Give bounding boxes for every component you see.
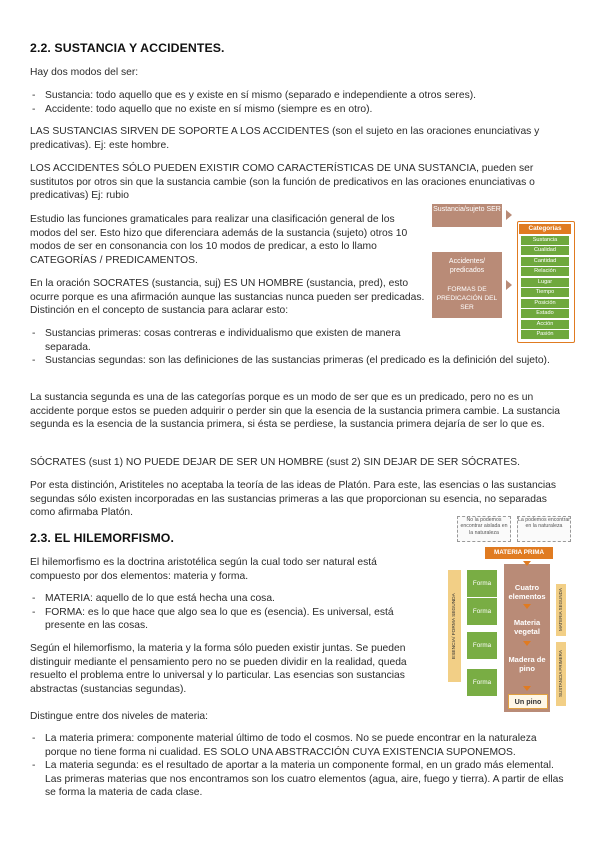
list-item: - MATERIA: aquello de lo que está hecha una cosa. bbox=[30, 592, 430, 606]
list-item: - Sustancias segundas: son las definiciones de las sustancias primeras (el predicado es la definición del sujeto). bbox=[30, 354, 570, 368]
substances-list bbox=[30, 327, 570, 368]
category-item: Tiempo bbox=[521, 288, 569, 297]
paragraph: Estudio las funciones gramaticales para realizar una clasificación general de los modos del ser. Esto hizo que diferenciara además de la sustancia (sujeto) otros 10 modos de ser en consonancia con los 10 modos de predicar, a esto lo llamo CATEGORÍAS / PREDICAMENTOS. bbox=[30, 214, 408, 266]
paragraph: El hilemorfismo es la doctrina aristotélica según la cual todo ser natural está compuesto por dos elementos: materia y forma. bbox=[30, 557, 377, 582]
paragraph: SÓCRATES (sust 1) NO PUEDE DEJAR DE SER UN HOMBRE (sust 2) SIN DEJAR DE SER SÓCRATES. bbox=[30, 457, 520, 468]
materia-prima-label: MATERIA PRIMA bbox=[485, 547, 553, 559]
arrow-down-icon bbox=[523, 641, 531, 646]
category-item: Cualidad bbox=[521, 246, 569, 255]
step-label: Cuatro elementos bbox=[508, 583, 546, 601]
category-item: Lugar bbox=[521, 278, 569, 287]
paragraph: Distingue entre dos niveles de materia: bbox=[30, 711, 209, 722]
category-item: Posición bbox=[521, 299, 569, 308]
arrow-down-icon bbox=[523, 561, 531, 566]
category-item: Estado bbox=[521, 309, 569, 318]
right-bottom-label: SUSTANCIA PRIMERA bbox=[558, 650, 563, 698]
step-label: Madera de pino bbox=[508, 655, 546, 673]
categories-title: Categorías bbox=[519, 224, 571, 234]
left-side-label: ESENCIA/ FORMA SEGUNDA bbox=[452, 593, 457, 659]
paragraph: LAS SUSTANCIAS SIRVEN DE SOPORTE A LOS ACCIDENTES (son el sujeto en las oraciones enunciativas y predicativas). Ej: este hombre. bbox=[30, 126, 540, 151]
arrow-down-icon bbox=[523, 686, 531, 691]
section-heading-sustancia: 2.2. SUSTANCIA Y ACCIDENTES. bbox=[30, 41, 225, 55]
step-label: Materia vegetal bbox=[513, 618, 541, 636]
list-item: - FORMA: es lo que hace que algo sea lo que es (esencia). Es universal, está presente en las cosas. bbox=[30, 606, 430, 633]
paragraph: LOS ACCIDENTES SÓLO PUEDEN EXISTIR COMO CARACTERÍSTICAS DE UNA SUSTANCIA, pueden ser sustitutos por otros sin que la sustancia cambie (son la función de predicativos en las oraciones enunciativas o predicativas) Ej: rubio bbox=[30, 163, 535, 202]
category-item: Relación bbox=[521, 267, 569, 276]
list-item: - Sustancias primeras: cosas contreras e individualismo que existen de manera separada. bbox=[30, 327, 410, 354]
paragraph: La sustancia segunda es una de las categorías porque es un modo de ser que es un predicado, pero no es un accidente porque estos se pueden adquirir o perder sin que la esencia de la sustancia primera cambie. La sustancia segunda es la esencia de la sustancia primera, si ésta se perdiese, la sustancia primera dejaría de ser lo que es. bbox=[30, 392, 561, 431]
list-item: - La materia segunda: es el resultado de aportar a la materia un componente formal, en un grado más elemental. Las primeras materias que nos encontramos son los cuatro elementos (agua, aire, fuego y tierra). A partir de ellas se forma la materia de cada clase. bbox=[30, 759, 570, 800]
arrow-down-icon bbox=[523, 604, 531, 609]
final-step-box: Un pino bbox=[508, 694, 548, 709]
matter-levels-list bbox=[30, 732, 570, 800]
forma-label: Forma bbox=[467, 669, 497, 696]
substance-box: Sustancia/sujeto SER bbox=[432, 204, 502, 227]
arrow-right-icon bbox=[506, 280, 512, 290]
accidents-box: Accidentes/ predicados FORMAS DE PREDICACIÓN DEL SER bbox=[432, 252, 502, 318]
list-item: - Sustancia: todo aquello que es y existe en sí mismo (separado e independiente a otros seres). bbox=[30, 89, 570, 103]
forma-label: Forma bbox=[467, 570, 497, 597]
forma-label: Forma bbox=[467, 598, 497, 625]
category-item: Sustancia bbox=[521, 236, 569, 245]
list-item: - La materia primera: componente material último de todo el cosmos. No se puede encontrar en la naturaleza porque no tiene forma ni cualidad. ES SOLO UNA ABSTRACCIÓN CUYA EXISTENCIA SUPONEMOS. bbox=[30, 732, 570, 759]
paragraph: Según el hilemorfismo, la materia y la forma sólo pueden existir juntas. Se pueden distinguir mediante el pensamiento pero no se pueden dividir en la realidad, queda resuelto el problema entre lo universal y lo particular. Las esencias son sustancias abstractas (sustancias segundas). bbox=[30, 643, 407, 695]
category-item: Cantidad bbox=[521, 257, 569, 266]
category-item: Acción bbox=[521, 320, 569, 329]
paragraph: En la oración SOCRATES (sustancia, suj) ES UN HOMBRE (sustancia, pred), esto ocurre porque es una afirmación aunque las sustancias nunca pueden ser predicadas. Distinción en el concepto de sustancia para aclarar esto: bbox=[30, 278, 425, 317]
forma-label: Forma bbox=[467, 632, 497, 659]
list-item: - Accidente: todo aquello que no existe en sí mismo (siempre es en otro). bbox=[30, 103, 570, 117]
elements-list bbox=[30, 592, 430, 633]
right-top-label: MATERIA SEGUNDA bbox=[558, 588, 563, 632]
note-right: La podemos encontrar en la naturaleza bbox=[517, 516, 571, 542]
note-left: No la podemos encontrar aislada en la naturaleza bbox=[457, 516, 511, 542]
arrow-right-icon bbox=[506, 210, 512, 220]
category-item: Pasión bbox=[521, 330, 569, 339]
paragraph: Por esta distinción, Aristiteles no aceptaba la teoría de las ideas de Platón. Para este, las esencias o las sustancias segundas sólo existen incorporadas en las sustancias primeras a las que proporcionan su esencia, no separadas como afirmaba Platón. bbox=[30, 480, 557, 519]
section-heading-hilemorfismo: 2.3. EL HILEMORFISMO. bbox=[30, 531, 174, 545]
intro-text: Hay dos modos del ser: bbox=[30, 67, 139, 78]
modes-list bbox=[30, 89, 570, 116]
